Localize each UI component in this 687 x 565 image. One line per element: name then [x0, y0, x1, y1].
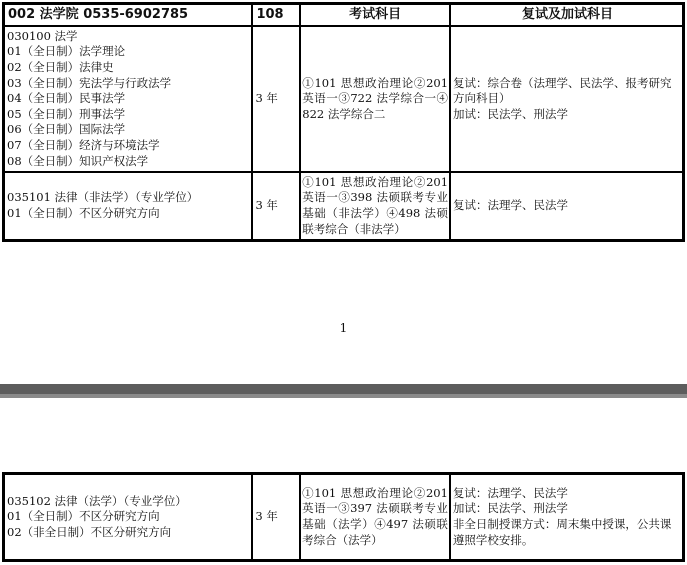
retest-text: 复试：法理学、民法学	[453, 198, 569, 213]
table-row	[4, 26, 683, 172]
program-cell	[4, 26, 252, 172]
admission-table-continued	[2, 472, 685, 562]
program-line: 06（全日制）国际法学	[7, 122, 126, 137]
admission-table	[2, 2, 685, 242]
table-header-row	[4, 4, 683, 26]
program-cell	[4, 474, 252, 560]
exam-subjects-header: 考试科目	[300, 4, 450, 26]
retest-text: 复试：综合卷（法理学、民法学、报考研究方向科目） 加试：民法学、刑法学	[453, 75, 672, 121]
exam-cell	[300, 474, 450, 560]
program-line: 08（全日制）知识产权法学	[7, 153, 149, 168]
program-line: 01（全日制）法学理论	[7, 44, 126, 59]
retest-cell	[450, 474, 683, 560]
table-row	[4, 172, 683, 240]
program-line: 035102 法律（法学）（专业学位）	[7, 493, 187, 508]
program-line: 03（全日制）宪法学与行政法学	[7, 75, 172, 90]
program-line: 035101 法律（非法学）（专业学位）	[7, 190, 199, 205]
retest-line: 非全日制授课方式：周末集中授课，公共课遵照学校安排。	[452, 517, 672, 547]
exam-text: ①101 思想政治理论②201 英语一③397 法硕联考专业基础（法学）④497 法硕联考综合（法学）	[302, 485, 448, 547]
duration-cell: 3 年	[252, 172, 300, 240]
page-number: 1	[339, 321, 348, 335]
college-header: 002 法学院 0535-6902785	[4, 4, 252, 26]
page-separator	[0, 384, 687, 398]
retest-cell	[450, 26, 683, 172]
exam-text: ①101 思想政治理论②201 英语一③722 法学综合一④822 法学综合二	[302, 75, 449, 121]
program-line: 01（全日制）不区分研究方向	[7, 509, 160, 524]
program-line: 05（全日制）刑事法学	[7, 106, 126, 121]
exam-cell	[300, 172, 450, 240]
duration-cell: 3 年	[252, 474, 300, 560]
retest-line: 加试：民法学、刑法学	[452, 501, 568, 516]
program-line: 07（全日制）经济与环境法学	[7, 137, 160, 152]
program-line: 01（全日制）不区分研究方向	[7, 206, 160, 220]
program-line: 02（非全日制）不区分研究方向	[7, 524, 172, 539]
retest-cell	[450, 172, 683, 240]
table-row	[4, 474, 683, 560]
program-cell	[4, 172, 252, 240]
program-line: 030100 法学	[7, 28, 78, 43]
pdf-page-2	[0, 398, 687, 565]
exam-text: ①101 思想政治理论②201 英语一③398 法硕联考专业基础（非法学）④498 法硕联考综合（非法学）	[302, 174, 449, 236]
retest-line: 复试：法理学、民法学	[452, 485, 568, 500]
retest-subjects-header: 复试及加试科目	[450, 4, 683, 26]
enrollment-header: 108	[252, 4, 300, 26]
program-line: 04（全日制）民事法学	[7, 91, 126, 106]
program-line: 02（全日制）法律史	[7, 60, 114, 75]
duration-cell: 3 年	[252, 26, 300, 172]
exam-cell	[300, 26, 450, 172]
